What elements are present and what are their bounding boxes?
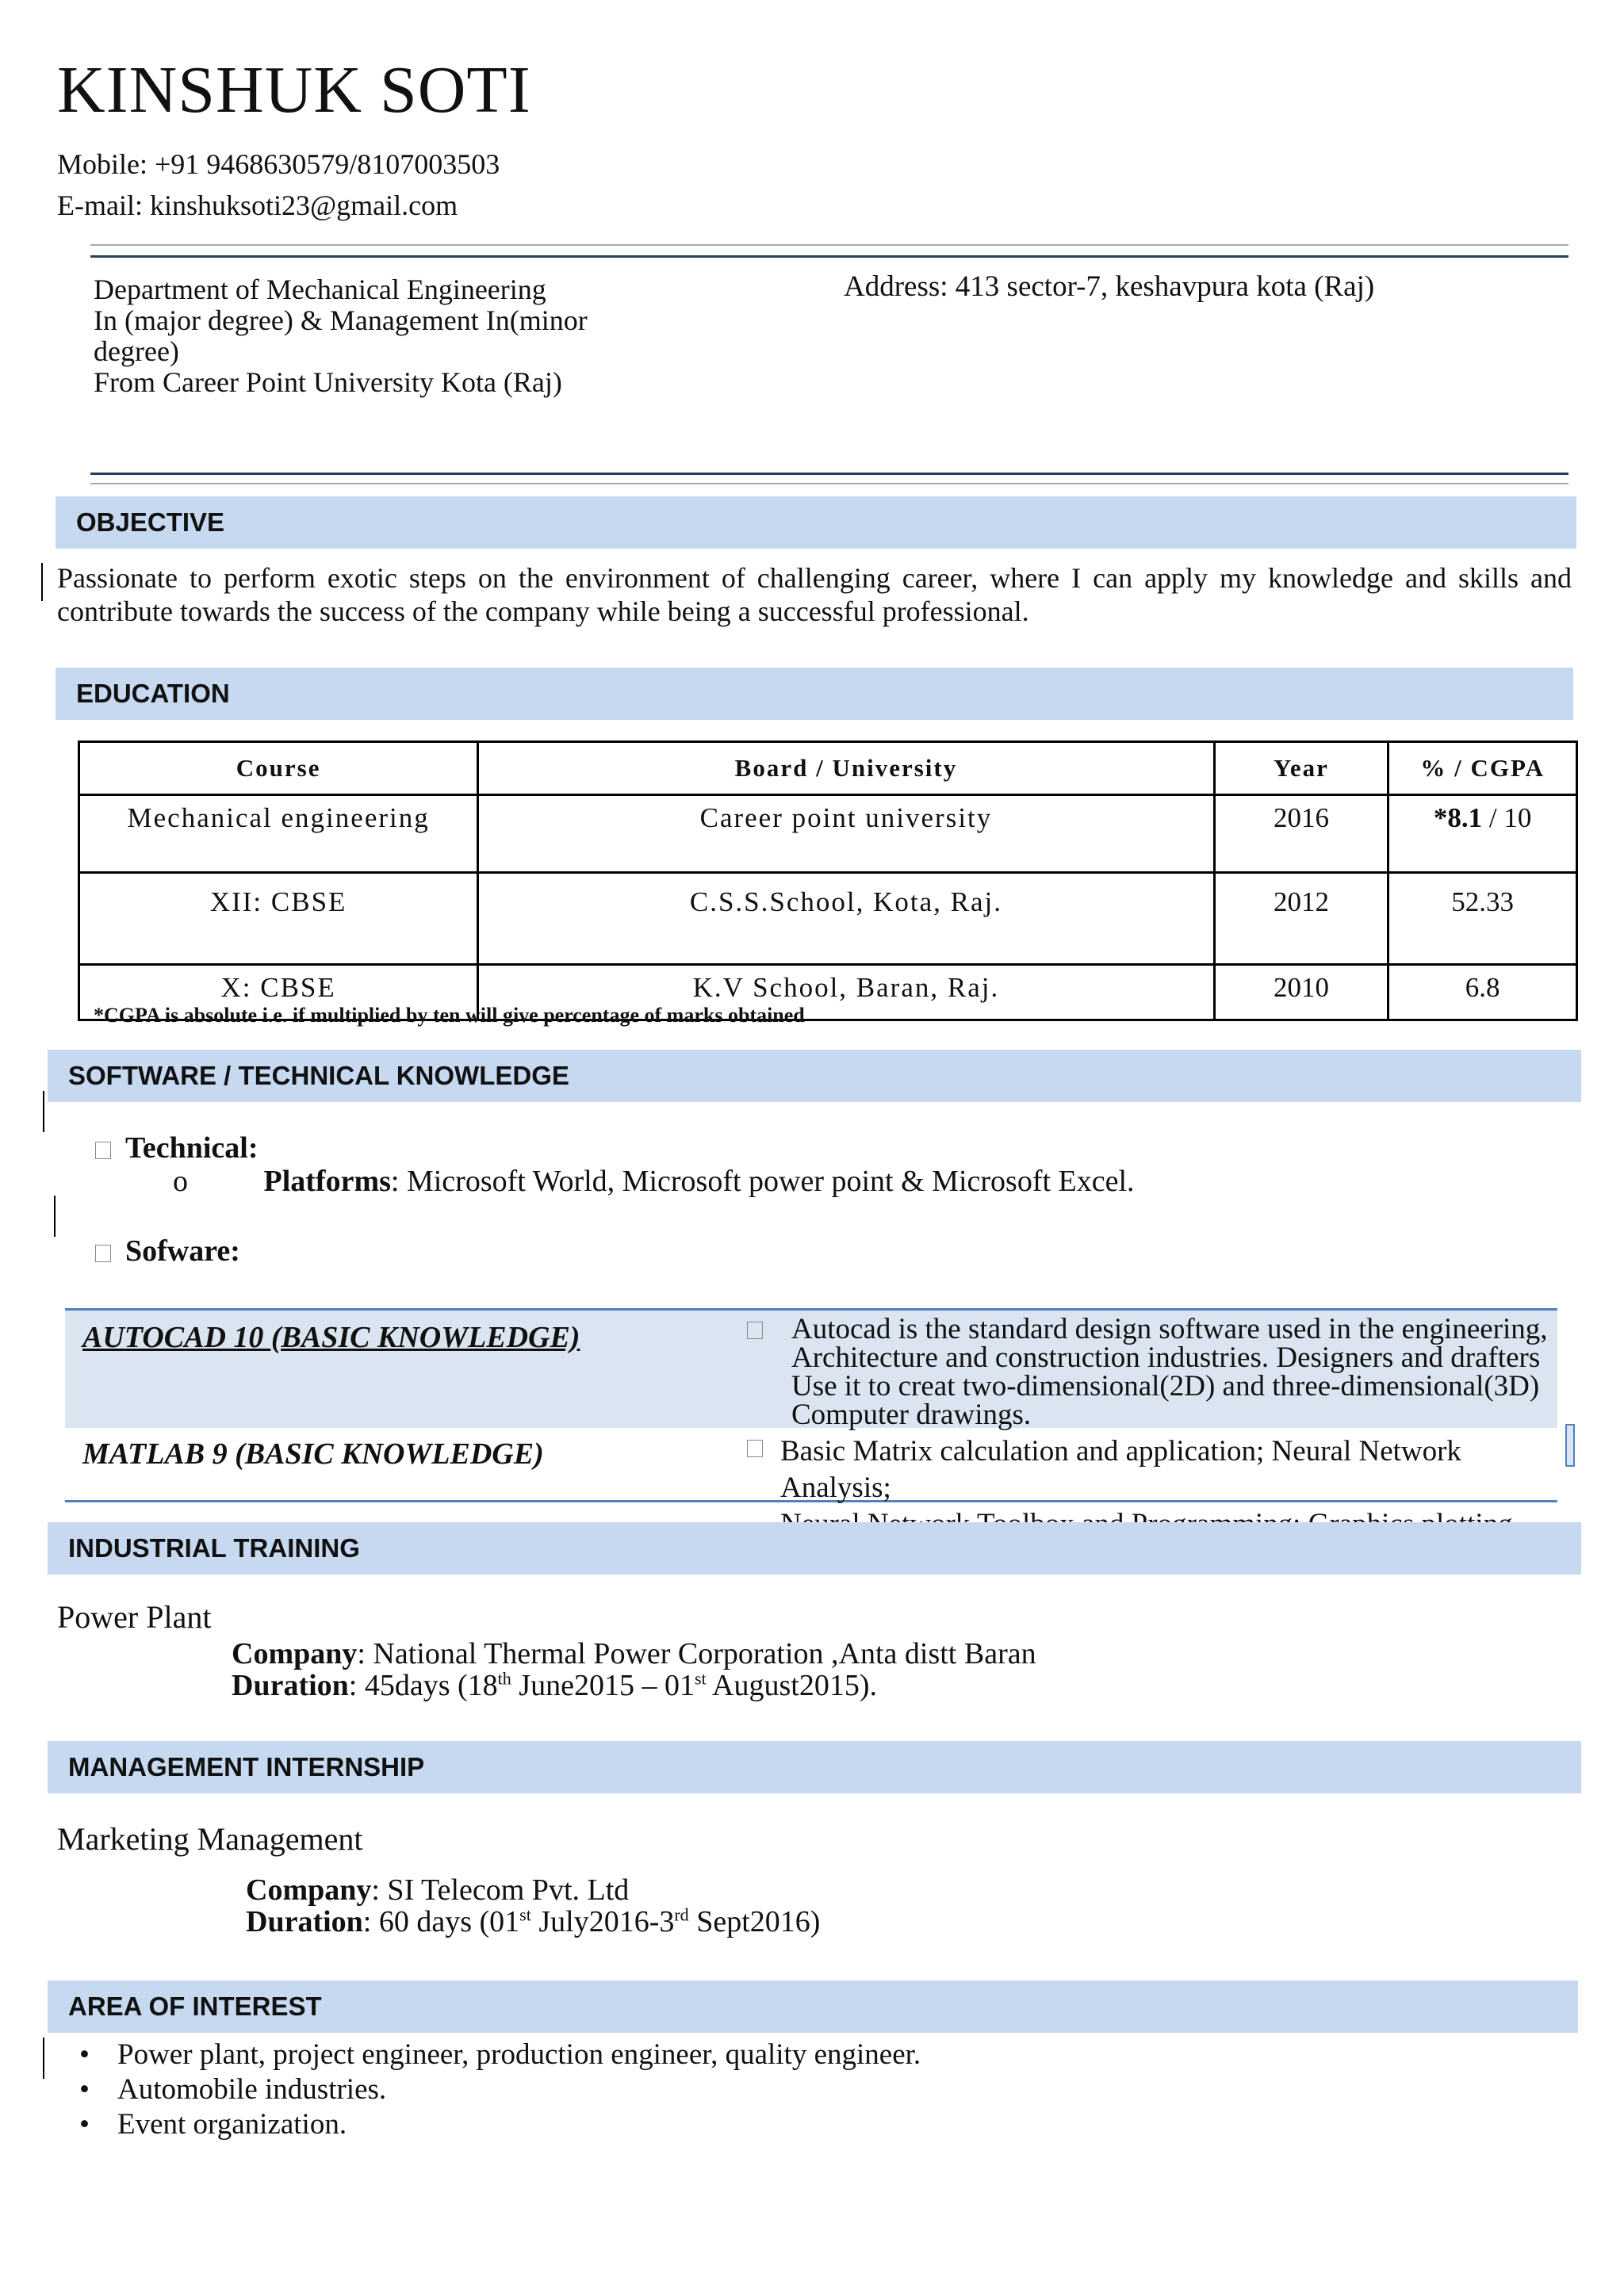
ordinal-suffix: st: [519, 1904, 531, 1925]
objective-text: Passionate to perform exotic steps on the environment of challenging career, where I can apply my knowledge and skills and contribute towards the success of the company while being a successful professional.: [57, 562, 1572, 627]
text-cursor-mark: [54, 1196, 56, 1237]
software-title: AUTOCAD 10 (BASIC KNOWLEDGE): [82, 1321, 580, 1354]
course-cell: XII: CBSE: [79, 873, 478, 965]
software-item: [95, 1234, 240, 1269]
technical-label: Technical:: [125, 1131, 259, 1165]
table-row: [79, 873, 1577, 965]
board-cell: Career point university: [478, 795, 1214, 873]
duration-part: : 45days (18: [348, 1669, 498, 1702]
description-line: Architecture and construction industries. Designers and drafters: [791, 1341, 1541, 1374]
description-line: Autocad is the standard design software used in the engineering,: [791, 1313, 1548, 1345]
year-cell: 2012: [1214, 873, 1388, 965]
description-line: Use it to creat two-dimensional(2D) and three-dimensional(3D): [791, 1370, 1540, 1402]
internship-heading: MANAGEMENT INTERNSHIP: [68, 1752, 425, 1781]
table-header-row: [79, 742, 1577, 795]
department-line: degree): [94, 335, 179, 367]
mobile-line: Mobile: +91 9468630579/8107003503: [57, 148, 500, 180]
duration-part: August2015).: [706, 1669, 877, 1702]
list-item: • Event organization.: [79, 2107, 921, 2142]
description-line: Basic Matrix calculation and application; Neural Network Analysis;: [780, 1435, 1461, 1504]
company-label: Company: [232, 1637, 358, 1670]
objective-heading: OBJECTIVE: [76, 507, 225, 537]
platforms-text: : Microsoft World, Microsoft power point & Microsoft Excel.: [390, 1165, 1135, 1198]
info-bottom-rule: [90, 473, 1568, 484]
company-value: : National Thermal Power Corporation ,Anta distt Baran: [357, 1637, 1036, 1670]
company-value: : SI Telecom Pvt. Ltd: [371, 1873, 630, 1907]
year-cell: 2010: [1214, 965, 1388, 1020]
candidate-name: KINSHUK SOTI: [57, 53, 531, 127]
internship-heading-band: [48, 1741, 1581, 1793]
score-scale: 6.8: [1465, 972, 1500, 1003]
board-cell: K.V School, Baran, Raj.: [478, 965, 1214, 1020]
duration-part: Sept2016): [688, 1905, 821, 1938]
training-details: [232, 1638, 1036, 1701]
department-line: In (major degree) & Management In(minor: [94, 304, 588, 336]
software-row-matlab: [65, 1427, 1557, 1502]
software-heading: SOFTWARE / TECHNICAL KNOWLEDGE: [68, 1061, 569, 1090]
score-value: *8.1: [1433, 802, 1483, 833]
address: Address: 413 sector-7, keshavpura kota (Raj): [844, 270, 1375, 303]
company-label: Company: [246, 1873, 372, 1907]
ordinal-suffix: th: [497, 1668, 511, 1689]
duration-label: Duration: [246, 1905, 363, 1938]
software-row-autocad: [65, 1308, 1557, 1431]
duration-part: June2015 – 01: [511, 1669, 695, 1702]
training-heading: INDUSTRIAL TRAINING: [68, 1533, 360, 1563]
score-scale: 52.33: [1451, 886, 1515, 917]
text-cursor-mark: [41, 563, 43, 601]
education-heading: EDUCATION: [76, 679, 230, 708]
software-label: Sofware:: [125, 1234, 240, 1268]
bullet-box-icon: [747, 1322, 763, 1339]
department-block: [94, 274, 665, 398]
duration-label: Duration: [232, 1669, 349, 1702]
duration-part: July2016-3: [530, 1905, 675, 1938]
department-line: From Career Point University Kota (Raj): [94, 366, 562, 398]
bullet-box-icon: [747, 1440, 763, 1457]
interest-heading-band: [48, 1980, 1578, 2033]
platforms-item: [173, 1164, 1135, 1199]
objective-heading-band: [56, 496, 1576, 549]
course-cell: Mechanical engineering: [79, 795, 478, 873]
education-table: [78, 740, 1578, 1021]
interest-heading: AREA OF INTEREST: [68, 1992, 322, 2021]
score-scale: / 10: [1482, 802, 1532, 833]
technical-item: [95, 1131, 259, 1165]
email-line: E-mail: kinshuksoti23@gmail.com: [57, 189, 458, 221]
list-item: • Power plant, project engineer, production engineer, quality engineer.: [79, 2038, 921, 2072]
text-cursor-mark: [43, 1091, 44, 1132]
sub-bullet-marker: o: [173, 1165, 188, 1198]
board-cell: C.S.S.School, Kota, Raj.: [478, 873, 1214, 965]
course-cell: X: CBSE: [79, 965, 478, 1020]
resize-handle-mark: [1565, 1424, 1575, 1467]
bullet-box-icon: [95, 1142, 111, 1159]
software-heading-band: [48, 1050, 1581, 1102]
software-title: MATLAB 9 (BASIC KNOWLEDGE): [82, 1437, 544, 1471]
text-cursor-mark: [43, 2038, 44, 2079]
platforms-label: Platforms: [263, 1165, 391, 1198]
score-cell: [1388, 873, 1577, 965]
ordinal-suffix: rd: [674, 1904, 689, 1925]
training-heading-band: [48, 1522, 1581, 1575]
internship-details: [246, 1874, 820, 1938]
column-header: Board / University: [478, 742, 1214, 795]
software-description: [747, 1315, 1572, 1429]
column-header: % / CGPA: [1388, 742, 1577, 795]
top-rule: [90, 244, 1568, 258]
education-heading-band: [56, 668, 1573, 720]
column-header: Course: [79, 742, 478, 795]
duration-part: : 60 days (01: [362, 1905, 520, 1938]
bullet-box-icon: [95, 1245, 111, 1262]
ordinal-suffix: st: [694, 1668, 707, 1689]
description-line: Computer drawings.: [791, 1399, 1032, 1431]
year-cell: 2016: [1214, 795, 1388, 873]
list-item: • Automobile industries.: [79, 2072, 921, 2107]
training-title: Power Plant: [57, 1599, 212, 1635]
column-header: Year: [1214, 742, 1388, 795]
internship-title: Marketing Management: [57, 1821, 363, 1857]
cgpa-note: *CGPA is absolute i.e. if multiplied by ten will give percentage of marks obtained: [94, 1004, 805, 1027]
score-cell: [1388, 965, 1577, 1020]
score-cell: [1388, 795, 1577, 873]
interest-list: [79, 2038, 921, 2142]
department-line: Department of Mechanical Engineering: [94, 274, 546, 305]
table-row: [79, 795, 1577, 873]
